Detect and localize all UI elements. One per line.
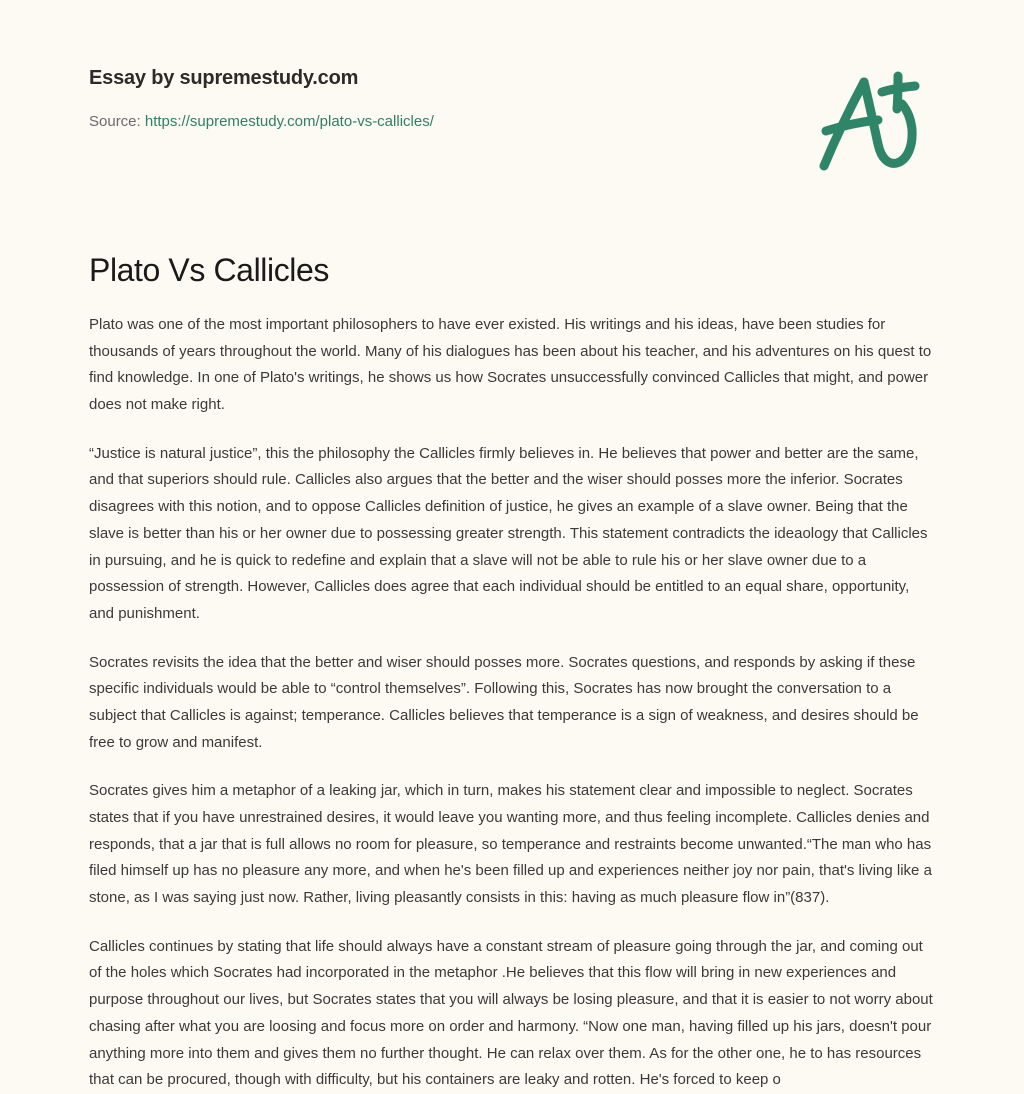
paragraph: Plato was one of the most important philosophers to have ever existed. His writings and his ideas, have been studies for thousands of years throughout the world. Many of his dialogues has been about his teacher, and his adventures on his quest to find knowledge. In one of Plato's writings, he shows us how Socrates unsuccessfully convinced Callicles that might, and power does not make right. xyxy=(89,316,932,414)
source-url-link[interactable]: https://supremestudy.com/plato-vs-callicles/ xyxy=(144,113,434,130)
essay-body xyxy=(89,312,937,1094)
source-label: Source: xyxy=(89,113,141,130)
paragraph: Socrates gives him a metaphor of a leaking jar, which in turn, makes his statement clear and impossible to neglect. Socrates states that if you have unrestrained desires, it would leave you wanting more, and thus feeling incomplete. Callicles denies and responds, that a jar that is full allows no room for pleasure, so temperance and restraints become unwanted.“The man who has filed himself up has no pleasure any more, and when he's been filled up and experiences neither joy nor pain, that's living like a stone, as I was saying just now. Rather, living pleasantly consists in this: having as much pleasure flow in”(837). xyxy=(89,782,932,907)
source-line xyxy=(89,90,789,132)
page-header xyxy=(89,66,789,132)
byline: Essay by supremestudy.com xyxy=(89,67,359,89)
page-title: Plato Vs Callicles xyxy=(89,252,330,288)
a-plus-logo xyxy=(812,68,922,172)
paragraph: “Justice is natural justice”, this the philosophy the Callicles firmly believes in. He believes that power and better are the same, and that superiors should rule. Callicles also argues that the better and the wiser should posses more the inferior. Socrates disagrees with this notion, and to oppose Callicles definition of justice, he gives an example of a slave owner. Being that the slave is better than his or her owner due to possessing greater strength. This statement contradicts the ideaology that Callicles in pursuing, and he is quick to redefine and explain that a slave will not be able to rule his or her slave owner due to a possession of strength. However, Callicles does agree that each individual should be entitled to an equal share, opportunity, and punishment. xyxy=(89,444,928,622)
a-plus-logo-icon xyxy=(812,68,922,172)
paragraph: Callicles continues by stating that life should always have a constant stream of pleasure going through the jar, and coming out of the holes which Socrates had incorporated in the metaphor .He believes that this flow will bring in new experiences and purpose throughout our lives, but Socrates states that you will always be losing pleasure, and that it is easier to not worry about chasing after what you are loosing and focus more on order and harmony. “Now one man, having filled up his jars, doesn't pour anything more into them and gives them no further thought. He can relax over them. As for the other one, he to has resources that can be procured, though with difficulty, but his containers are leaky and rotten. He's forced to keep o xyxy=(89,937,933,1089)
paragraph: Socrates revisits the idea that the better and wiser should posses more. Socrates questions, and responds by asking if these specific individuals would be able to “control themselves”. Following this, Socrates has now brought the conversation to a subject that Callicles is against; temperance. Callicles believes that temperance is a sign of weakness, and desires should be free to grow and manifest. xyxy=(89,653,919,751)
